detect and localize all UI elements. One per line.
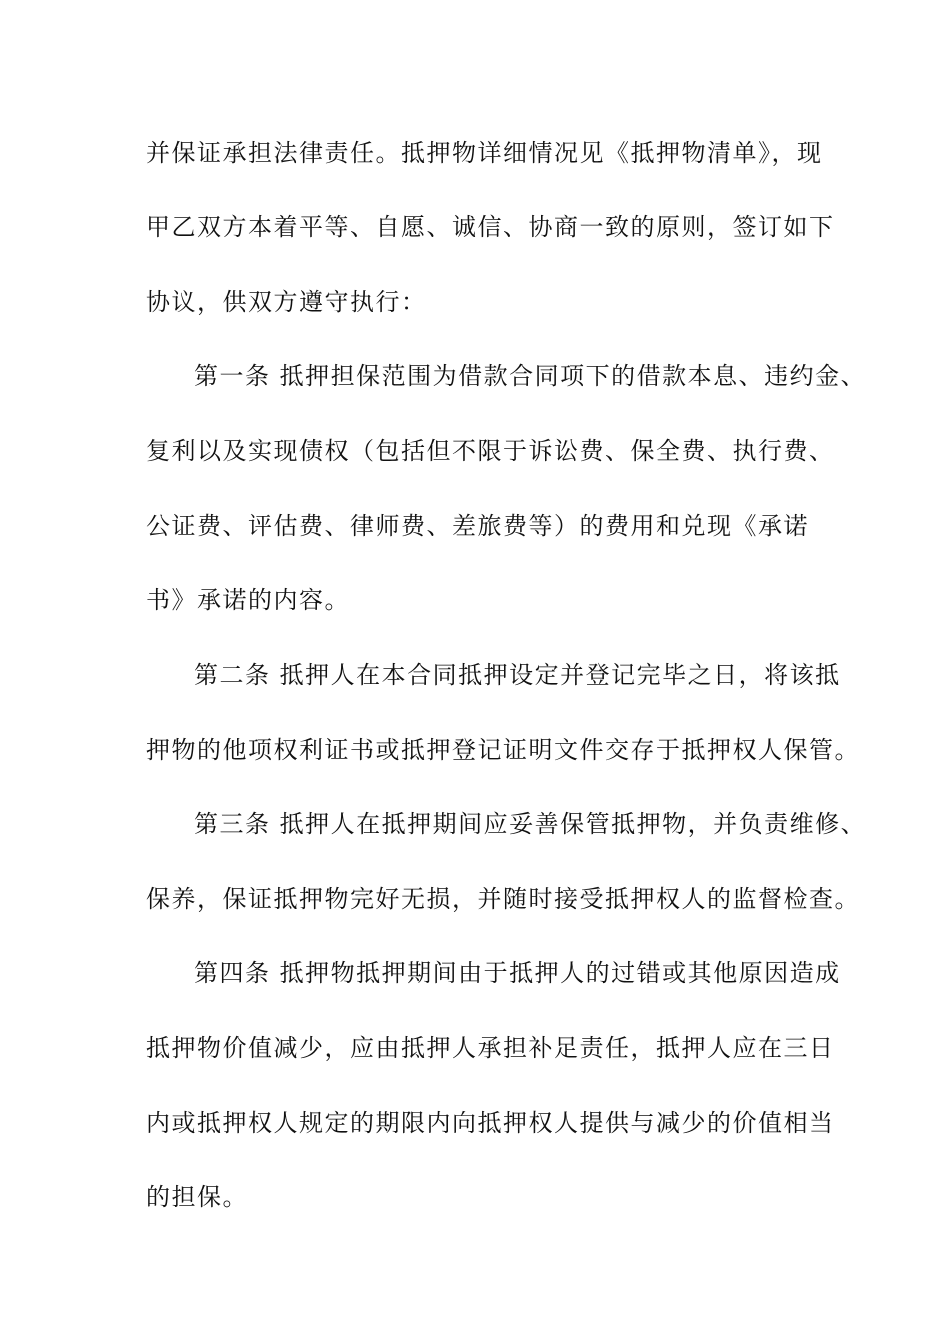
paragraph-line: 公证费、评估费、律师费、差旅费等）的费用和兑现《承诺 <box>146 512 809 540</box>
paragraph-line: 的担保。 <box>146 1183 248 1211</box>
article-3-line: 第三条 抵押人在抵押期间应妥善保管抵押物，并负责维修、 <box>194 810 867 838</box>
paragraph-line: 内或抵押权人规定的期限内向抵押权人提供与减少的价值相当 <box>146 1109 835 1137</box>
paragraph-line: 协议，供双方遵守执行： <box>146 288 427 316</box>
paragraph-line: 保养，保证抵押物完好无损，并随时接受抵押权人的监督检查。 <box>146 885 860 913</box>
paragraph-line: 并保证承担法律责任。抵押物详细情况见《抵押物清单》，现 <box>146 139 823 167</box>
article-4-line: 第四条 抵押物抵押期间由于抵押人的过错或其他原因造成 <box>194 959 841 987</box>
article-2-line: 第二条 抵押人在本合同抵押设定并登记完毕之日，将该抵 <box>194 661 841 689</box>
paragraph-line: 书》承诺的内容。 <box>146 586 350 614</box>
article-1-line: 第一条 抵押担保范围为借款合同项下的借款本息、违约金、 <box>194 362 867 390</box>
paragraph-line: 甲乙双方本着平等、自愿、诚信、协商一致的原则，签订如下 <box>146 213 835 241</box>
paragraph-line: 复利以及实现债权（包括但不限于诉讼费、保全费、执行费、 <box>146 437 835 465</box>
paragraph-line: 押物的他项权利证书或抵押登记证明文件交存于抵押权人保管。 <box>146 736 860 764</box>
paragraph-line: 抵押物价值减少，应由抵押人承担补足责任，抵押人应在三日 <box>146 1034 835 1062</box>
